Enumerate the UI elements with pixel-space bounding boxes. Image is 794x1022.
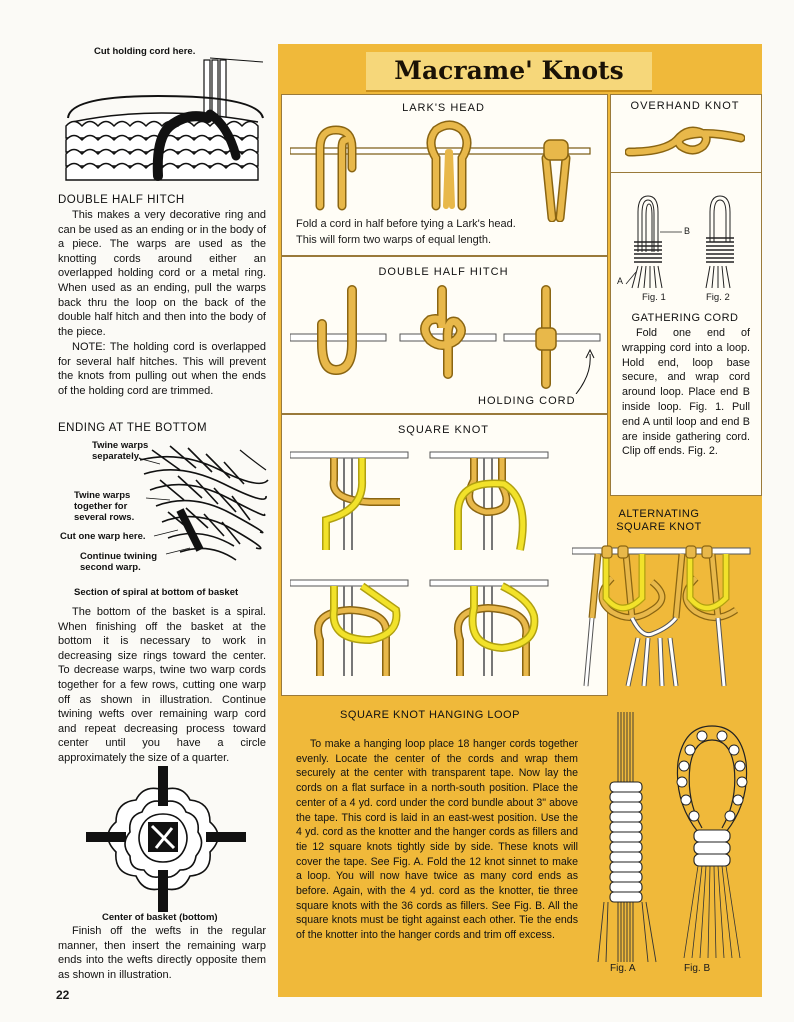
larks-head-caption bbox=[296, 217, 516, 248]
alternating-heading-line-2: SQUARE KNOT bbox=[616, 521, 702, 533]
gathering-fig-1: Fig. 1 bbox=[642, 292, 666, 303]
hanging-loop-text: To make a hanging loop place 18 hanger cords together evenly. Locate the center of the cords and wrap them securely at the center with transparent tape. Now lay the cords on a flat surface in a north-south position. Place the center of a 4 yd. cord under the cord bundle about 3" above the tape. This cord is laid in an east-west position. Use the 4 yd. cord as the knotter and the hanger cords as fillers and tie 12 square knots tightly side by side. These knots will cover the tape. See Fig. A. Fold the 12 knot sinnet to make a loop. You will now have twice as many cord ends as before. Again, with the 4 yd. cord as the knotter, tie three square knots with the 36 cords as fillers. See Fig. B. All the square knots must be tight against each other. Tie the ends of the knotter into the hanger cords and trim off excess. bbox=[296, 738, 578, 942]
gathering-cord-diagram bbox=[616, 192, 756, 292]
hanging-loop-heading: SQUARE KNOT HANGING LOOP bbox=[340, 709, 520, 721]
double-half-hitch-text: This makes a very decorative ring and can be used as an ending or in the body of a piece. The warps are used as the knotting cords around either an overlapped holding cord or a metal ring. When used as an ending, pull the warps back thru the loop on the back of the double half hitch and then into the body of the piece. bbox=[58, 209, 266, 338]
square-knot-heading: SQUARE KNOT bbox=[397, 424, 490, 436]
overhand-knot-diagram bbox=[625, 118, 745, 166]
gathering-cord-heading: GATHERING CORD bbox=[631, 312, 739, 324]
finish-text: Finish off the wefts in the regular manner, then insert the remaining warp ends into the wefts directly opposite them as shown in illustration. bbox=[58, 925, 266, 981]
double-half-hitch-diagram bbox=[290, 284, 602, 394]
alternating-heading-line-1: ALTERNATING bbox=[618, 508, 700, 520]
larks-head-heading: LARK'S HEAD bbox=[402, 102, 485, 114]
callout-cut-one-warp: Cut one warp here. bbox=[60, 531, 146, 542]
ending-at-bottom-heading: ENDING AT THE BOTTOM bbox=[58, 422, 208, 434]
cut-holding-cord-label: Cut holding cord here. bbox=[94, 46, 196, 57]
alternating-square-knot-heading bbox=[604, 508, 714, 534]
callout-twine-together: Twine warps together for several rows. bbox=[74, 490, 135, 523]
spiral-section-illustration bbox=[140, 440, 270, 580]
gathering-fig-2: Fig. 2 bbox=[706, 292, 730, 303]
overhand-knot-heading: OVERHAND KNOT bbox=[630, 100, 740, 112]
basket-rim-illustration bbox=[58, 56, 268, 190]
hanging-loop-fig-a bbox=[594, 712, 664, 964]
spiral-caption: Section of spiral at bottom of basket bbox=[74, 587, 239, 598]
center-caption: Center of basket (bottom) bbox=[102, 912, 218, 923]
page-title: Macrame' Knots bbox=[394, 56, 624, 85]
page-number: 22 bbox=[56, 988, 70, 1002]
double-half-hitch-panel-heading: DOUBLE HALF HITCH bbox=[378, 266, 509, 278]
square-knot-diagram bbox=[290, 440, 602, 690]
note-text: NOTE: The holding cord is overlapped for several half hitches. This will prevent the knots from pulling out when the ends of the holding cord are trimmed. bbox=[58, 341, 266, 397]
double-half-hitch-heading: DOUBLE HALF HITCH bbox=[58, 194, 185, 206]
bottom-spiral-text: The bottom of the basket is a spiral. When finishing off the basket at the bottom it is necessary to work in decreasing size rings toward the center. To decrease warps, twine two warp cords together for a few rows, cutting one warp off as shown in illustration. Continue twining wefts over remaining warp cord and repeat decreasing process toward center until you have a circle approximately the size of a quarter. bbox=[58, 606, 266, 764]
callout-continue-twining: Continue twining second warp. bbox=[80, 551, 158, 573]
gathering-cord-text: Fold one end of wrapping cord into a loop. Hold end, loop base secure, and wrap cord around loop. Place end B inside loop. Fig. 1. Pull end A until loop and end B are inside gathering cord. Clip off ends. Fig. 2. bbox=[622, 327, 750, 458]
callout-twine-separately: Twine warps separately. bbox=[92, 440, 149, 462]
basket-center-illustration bbox=[86, 766, 246, 912]
alternating-square-knot-diagram bbox=[572, 538, 752, 688]
larks-head-diagram bbox=[290, 118, 600, 222]
gathering-label-a: A bbox=[617, 276, 624, 286]
fig-a-label: Fig. A bbox=[610, 963, 636, 974]
larks-head-caption-line-1: Fold a cord in half before tying a Lark's head. bbox=[296, 218, 516, 230]
holding-cord-label: HOLDING CORD bbox=[478, 395, 576, 407]
larks-head-caption-line-2: This will form two warps of equal length. bbox=[296, 233, 492, 246]
hanging-loop-fig-b bbox=[668, 722, 756, 962]
gathering-label-b: B bbox=[684, 226, 691, 236]
fig-b-label: Fig. B bbox=[684, 963, 711, 974]
